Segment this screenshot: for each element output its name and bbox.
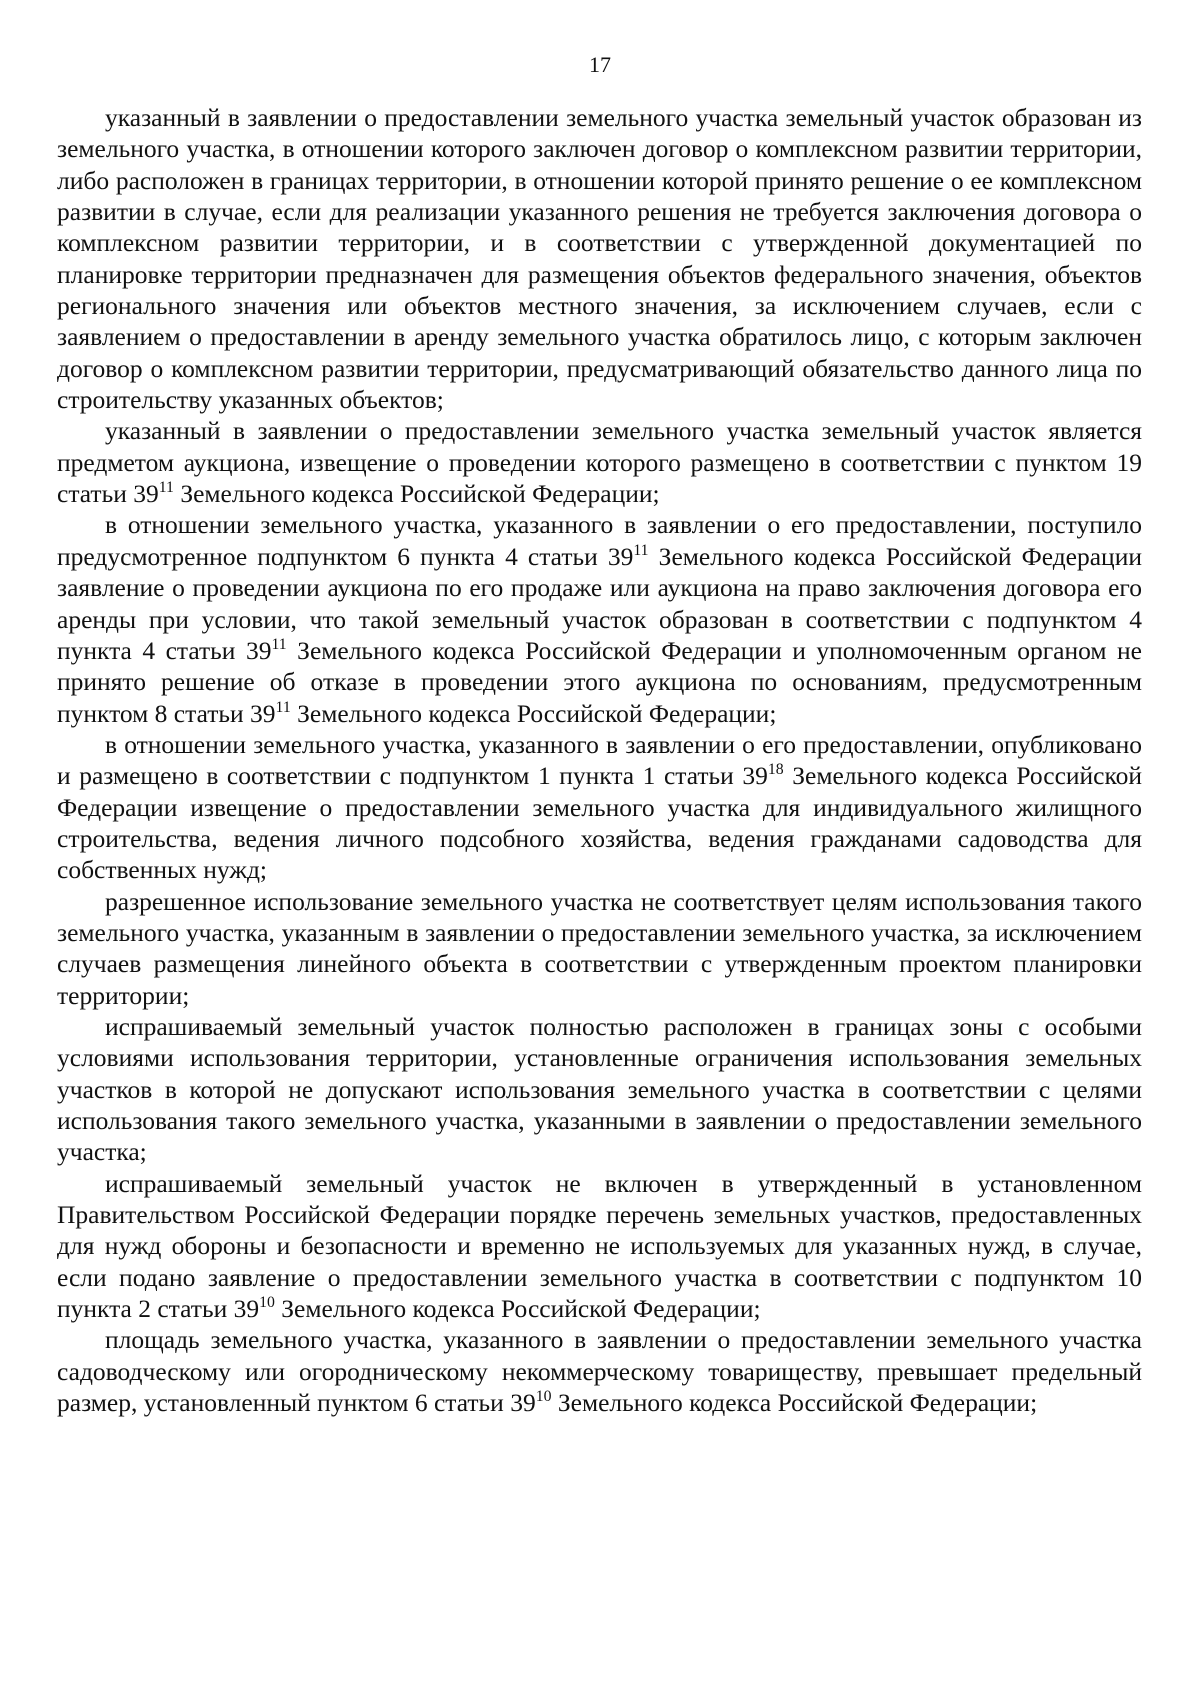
paragraph-text: Земельного кодекса Российской Федерации; [551,1388,1038,1418]
article-superscript: 11 [271,636,287,654]
paragraph-text: испрашиваемый земельный участок не включен в утвержденный в установленном Правительством Российской Федерации порядке перечень земельных участков, предоставленных для нужд обороны и безопасности и временно не используемых для указанных нужд, в случае, если подано заявление о предоставлении земельного участка в соответствии с подпунктом 10 пункта 2 статьи 39 [57,1168,1142,1324]
paragraph-8 [57,1324,1142,1418]
paragraph-5 [57,886,1142,1011]
article-superscript: 10 [535,1388,552,1406]
paragraph-text: Земельного кодекса Российской Федерации и уполномоченным органом не принято решение об отказе в проведении этого аукциона по основаниям, предусмотренным пунктом 8 статьи 39 [57,635,1142,728]
article-superscript: 18 [767,761,784,779]
paragraph-text: Земельного кодекса Российской Федерации; [290,698,777,728]
article-superscript: 11 [158,479,174,497]
paragraph-3 [57,509,1142,728]
paragraph-4 [57,729,1142,886]
paragraph-7 [57,1168,1142,1325]
paragraph-text: испрашиваемый земельный участок полностью расположен в границах зоны с особыми условиями использования территории, установленные ограничения использования земельных участков в которой не допускают использования земельного участка в соответствии с целями использования такого земельного участка, указанными в заявлении о предоставлении земельного участка; [57,1011,1142,1167]
paragraph-text: в отношении земельного участка, указанного в заявлении о его предоставлении, поступило предусмотренное подпунктом 6 пункта 4 статьи 39 [57,510,1142,571]
page-number: 17 [589,52,611,77]
paragraph-6 [57,1011,1142,1168]
article-superscript: 10 [259,1294,275,1312]
paragraph-text: указанный в заявлении о предоставлении земельного участка земельный участок образован из земельного участка, в отношении которого заключен договор о комплексном развитии территории, либо расположен в границах территории, в отношении которой принято решение о ее комплексном развитии в случае, если для реализации указанного решения не требуется заключения договора о комплексном развитии территории, и в соответствии с утвержденной документацией по планировке территории предназначен для размещения объектов федерального значения, объектов регионального значения или объектов местного значения, за исключением случаев, если с заявлением о предоставлении в аренду земельного участка обратилось лицо, с которым заключен договор о комплексном развитии территории, предусматривающий обязательство данного лица по строительству указанных объектов; [57,103,1142,415]
paragraph-text: Земельного кодекса Российской Федерации заявление о проведении аукциона по его продаже или аукциона на право заключения договора его аренды при условии, что такой земельный участок образован в соответствии с подпунктом 4 пункта 4 статьи 39 [57,541,1143,665]
paragraph-text: в отношении земельного участка, указанного в заявлении о его предоставлении, опубликовано и размещено в соответствии с подпунктом 1 пункта 1 статьи 39 [57,729,1142,791]
paragraph-text: площадь земельного участка, указанного в заявлении о предоставлении земельного участка садоводческому или огородническому некоммерческому товариществу, превышает предельный размер, установленный пунктом 6 статьи 39 [57,1325,1142,1418]
paragraph-text: разрешенное использование земельного участка не соответствует целям использования такого земельного участка, указанным в заявлении о предоставлении земельного участка, за исключением случаев размещения линейного объекта в соответствии с утвержденным проектом планировки территории; [57,886,1142,1010]
paragraph-1 [57,102,1142,415]
paragraph-text: Земельного кодекса Российской Федерации; [274,1294,761,1324]
article-superscript: 11 [275,698,291,716]
paragraph-text: Земельного кодекса Российской Федерации извещение о предоставлении земельного участка для индивидуального жилищного строительства, ведения личного подсобного хозяйства, ведения гражданами садоводства для собственных нужд; [57,761,1142,885]
document-body [57,102,1142,1418]
paragraph-text: указанный в заявлении о предоставлении земельного участка земельный участок является предметом аукциона, извещение о проведении которого размещено в соответствии с пунктом 19 статьи 39 [57,416,1142,509]
paragraph-text: Земельного кодекса Российской Федерации; [173,479,660,509]
article-superscript: 11 [633,542,649,560]
paragraph-2 [57,415,1142,509]
